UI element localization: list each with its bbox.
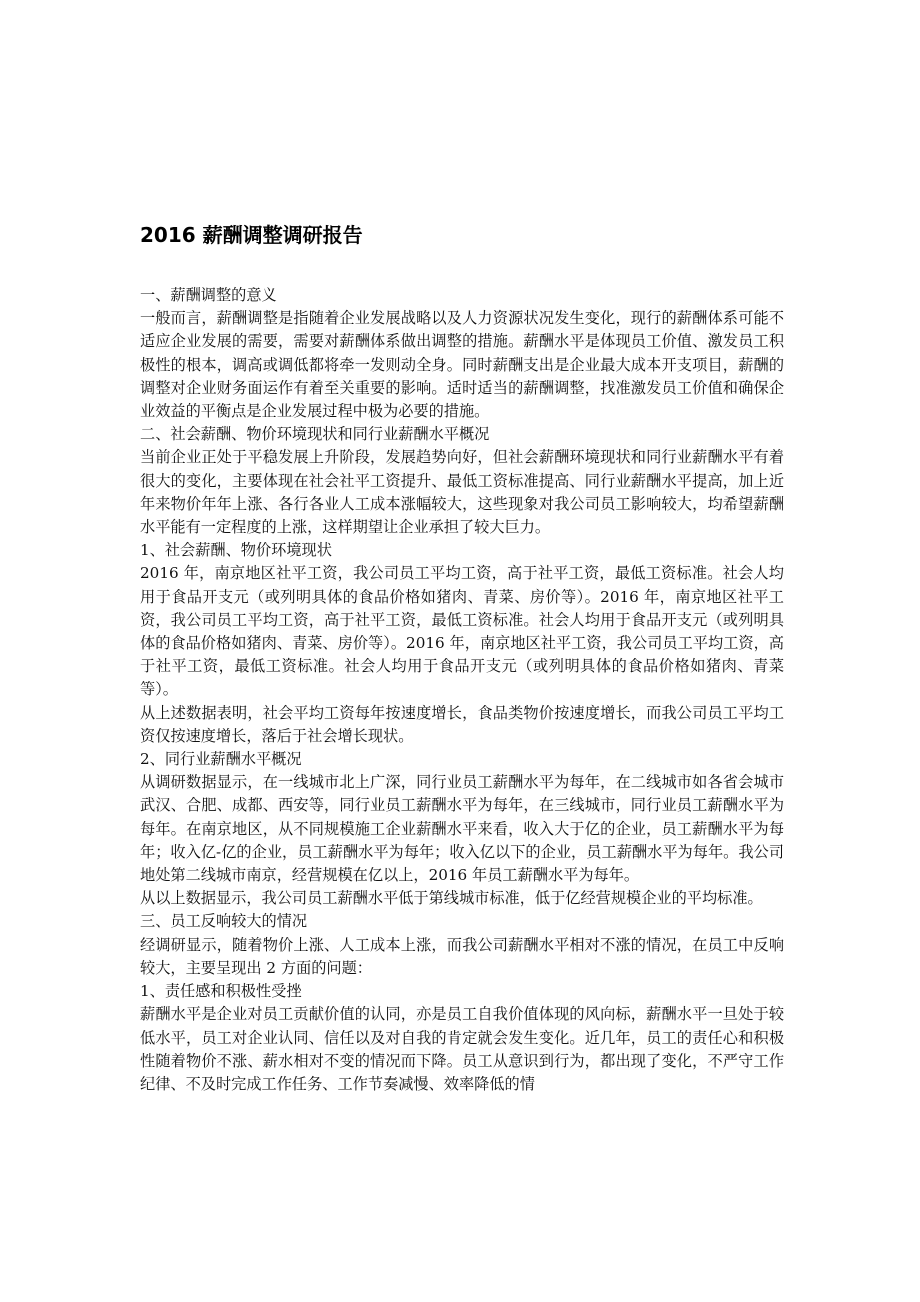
paragraph-social-conclusion: 从上述数据表明，社会平均工资每年按速度增长，食品类物价按速度增长，而我公司员工平均工资仅按速度增长，落后于社会增长现状。: [140, 703, 784, 745]
section-heading-meaning: 一、薪酬调整的意义: [140, 286, 277, 304]
paragraph-meaning: 一般而言，薪酬调整是指随着企业发展战略以及人力资源状况发生变化，现行的薪酬体系可能不适应企业发展的需要，需要对薪酬体系做出调整的措施。薪酬水平是体现员工价值、激发员工积极性的根本，调高或调低都将牵一发则动全身。同时薪酬支出是企业最大成本开支项目，薪酬的调整对企业财务面运作有着至关重要的影响。适时适当的薪酬调整，找准激发员工价值和确保企业效益的平衡点是企业发展过程中极为必要的措施。: [140, 309, 784, 421]
subsection-heading-responsibility: 1、责任感和积极性受挫: [140, 982, 302, 1001]
paragraph-social-salary: 2016 年，南京地区社平工资，我公司员工平均工资，高于社平工资，最低工资标准。社会人均用于食品开支元（或列明具体的食品价格如猪肉、青菜、房价等）。2016 年，南京地区社平工资，我公司员工平均工资，高于社平工资，最低工资标准。社会人均用于食品开支元（或列明具体的食品价格如猪肉、青菜、房价等）。2016 年，南京地区社平工资，我公司员工平均工资，高于社平工资，最低工资标准。社会人均用于食品开支元（或列明具体的食品价格如猪肉、青菜等）。: [140, 564, 784, 699]
subsection-heading-social-salary: 1、社会薪酬、物价环境现状: [140, 541, 332, 560]
paragraph-environment: 当前企业正处于平稳发展上升阶段，发展趋势向好，但社会薪酬环境现状和同行业薪酬水平有着很大的变化，主要体现在社会社平工资提升、最低工资标准提高、同行业薪酬水平提高，加上近年来物价年年上涨、各行各业人工成本涨幅较大，这些现象对我公司员工影响较大，均希望薪酬水平能有一定程度的上涨，这样期望让企业承担了较大巨力。: [140, 448, 784, 537]
section-heading-feedback: 三、员工反响较大的情况: [140, 912, 308, 931]
subsection-heading-industry: 2、同行业薪酬水平概况: [140, 750, 302, 769]
paragraph-industry: 从调研数据显示，在一线城市北上广深，同行业员工薪酬水平为每年，在二线城市如各省会城市武汉、合肥、成都、西安等，同行业员工薪酬水平为每年，在三线城市，同行业员工薪酬水平为每年。在南京地区，从不同规模施工企业薪酬水平来看，收入大于亿的企业，员工薪酬水平为每年；收入亿-亿的企业，员工薪酬水平为每年；收入亿以下的企业，员工薪酬水平为每年。我公司地处第二线城市南京，经营规模在亿以上，2016 年员工薪酬水平为每年。: [140, 773, 784, 885]
document-title: 2016 薪酬调整调研报告: [140, 223, 363, 247]
paragraph-responsibility: 薪酬水平是企业对员工贡献价值的认同，亦是员工自我价值体现的风向标，薪酬水平一旦处于较低水平，员工对企业认同、信任以及对自我的肯定就会发生变化。近几年，员工的责任心和积极性随着物价不涨、薪水相对不变的情况而下降。员工从意识到行为，都出现了变化，不严守工作纪律、不及时完成工作任务、工作节奏减慢、效率降低的情: [140, 1005, 784, 1093]
paragraph-industry-conclusion: 从以上数据显示，我公司员工薪酬水平低于第线城市标准，低于亿经营规模企业的平均标准。: [140, 889, 763, 908]
document-body: [140, 222, 784, 1096]
paragraph-feedback: 经调研显示，随着物价上涨、人工成本上涨，而我公司薪酬水平相对不涨的情况，在员工中反响较大，主要呈现出 2 方面的问题：: [140, 935, 784, 977]
section-heading-environment: 二、社会薪酬、物价环境现状和同行业薪酬水平概况: [140, 425, 490, 444]
